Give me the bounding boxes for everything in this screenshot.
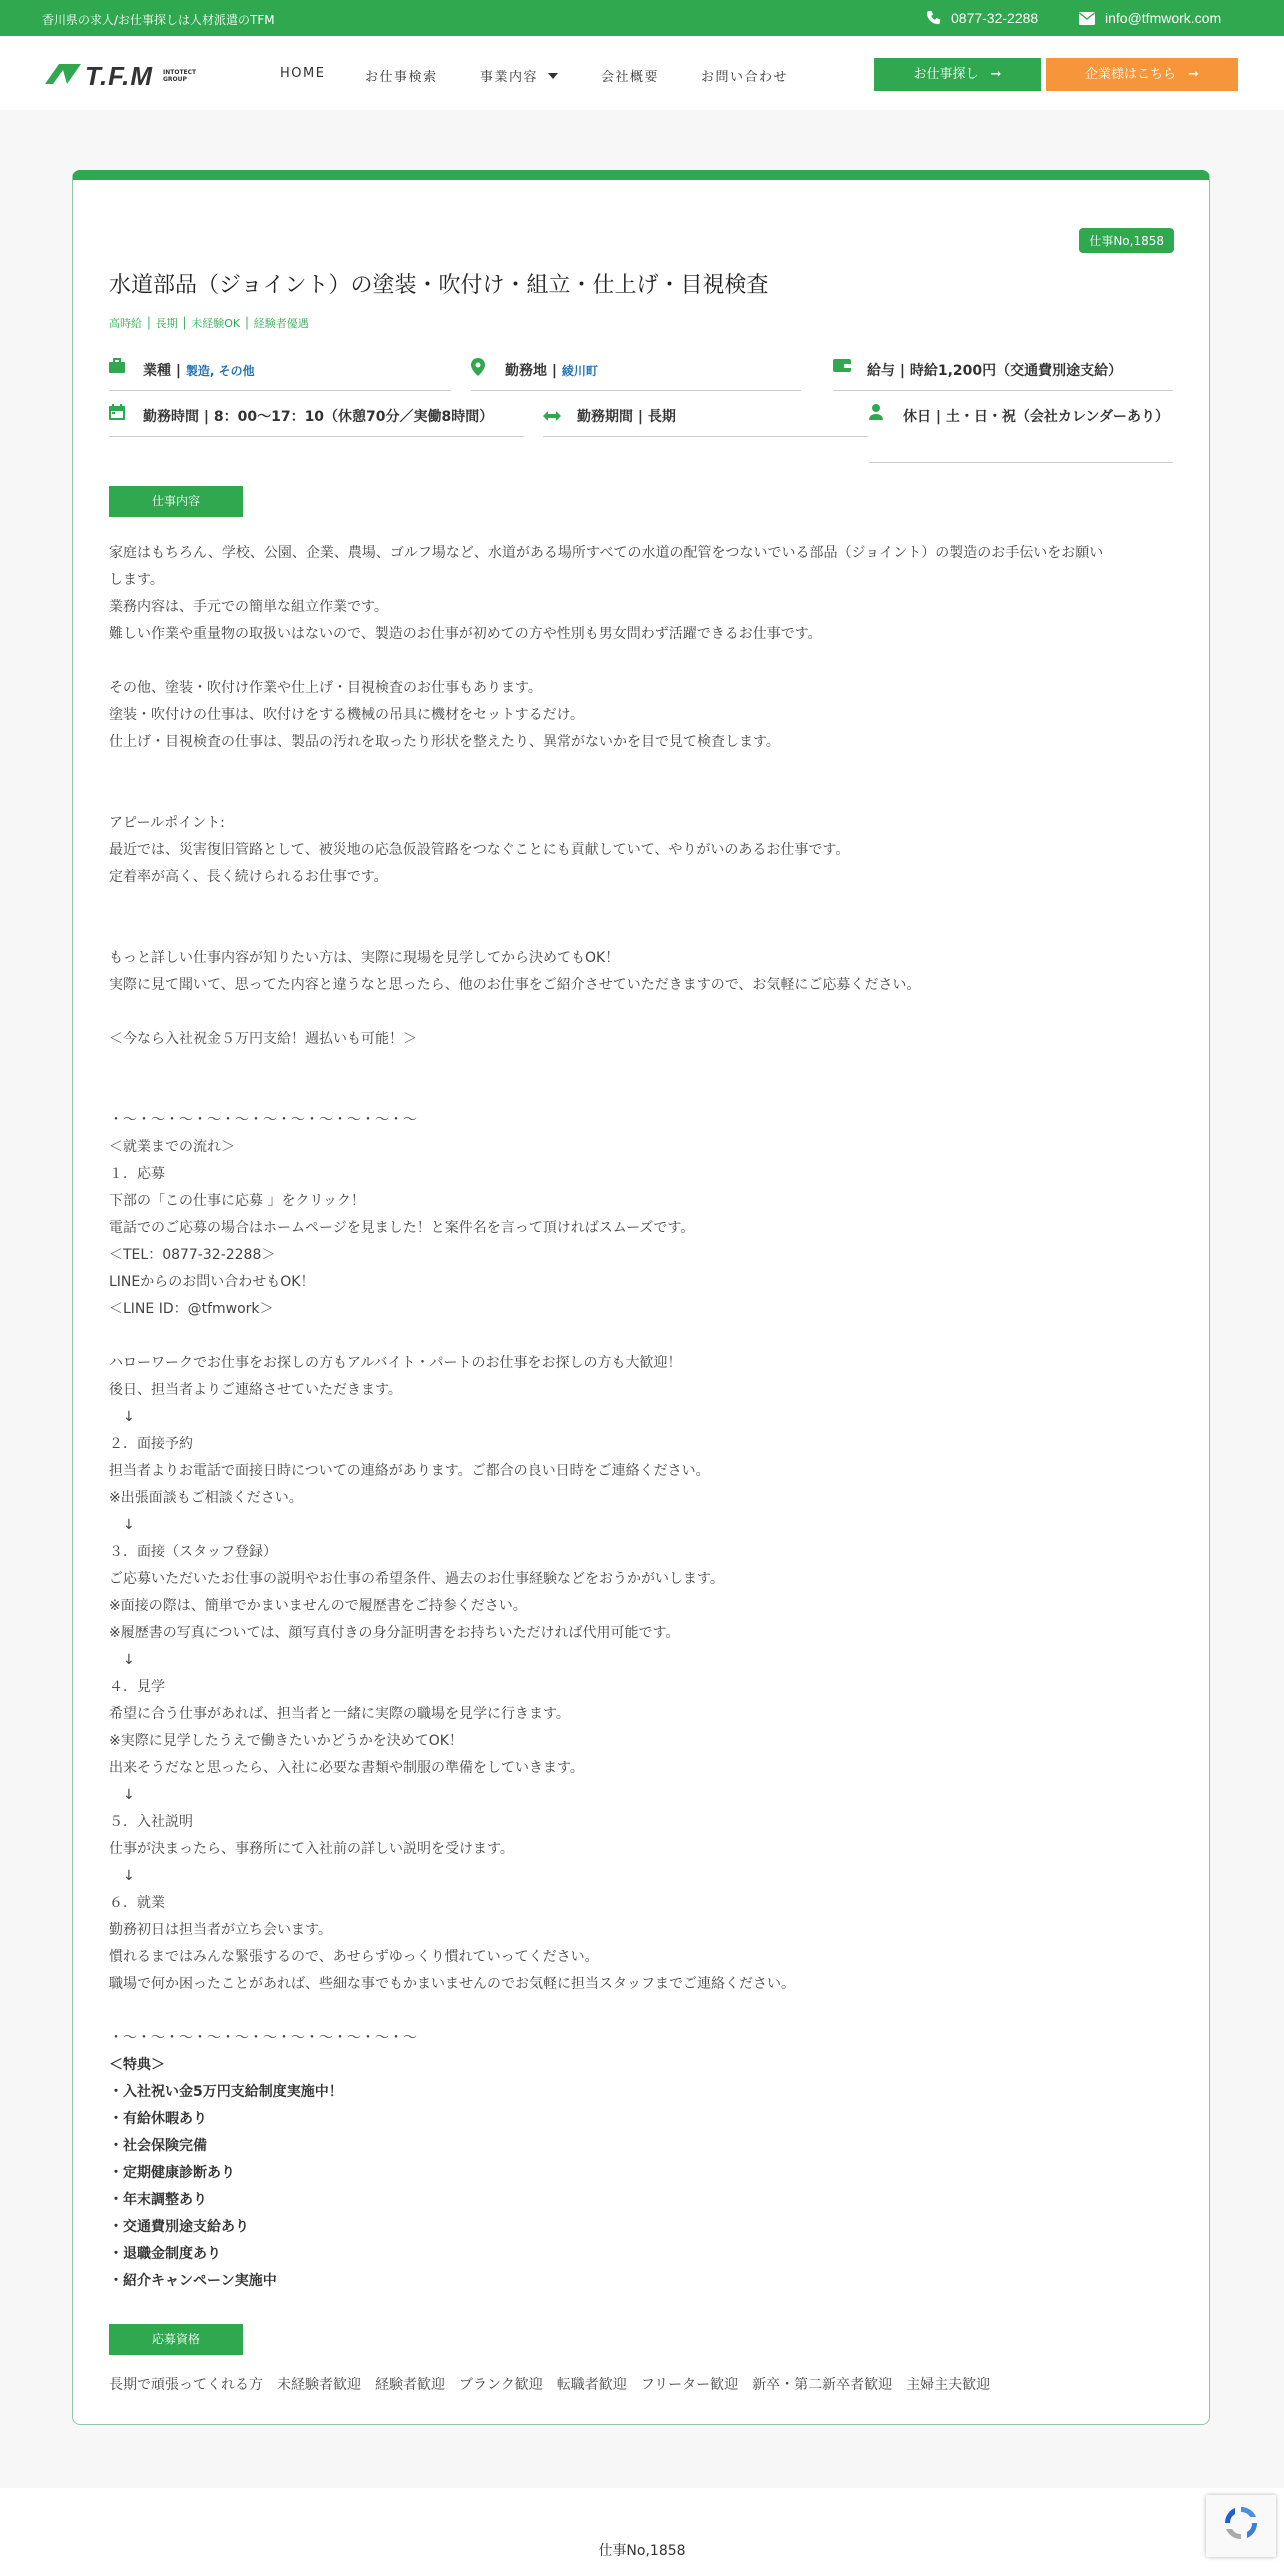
job-search-button-label: お仕事探し xyxy=(913,67,979,82)
description-line: ５．入社説明 xyxy=(109,1814,193,1830)
footer xyxy=(0,2488,1284,2568)
arrow-right-icon: ➞ xyxy=(1188,67,1199,82)
description-line xyxy=(109,648,1179,675)
footer-job-number: 仕事No,1858 xyxy=(598,2543,686,2559)
description-line: 業務内容は、手元での簡単な組立作業です。 xyxy=(109,599,388,615)
description-line: 職場で何か困ったことがあれば、些細な事でもかまいませんのでお気軽に担当スタッフまでご連絡ください。 xyxy=(109,1976,795,1992)
recaptcha-icon xyxy=(1221,2503,1261,2543)
benefit-line: ・定期健康診断あり xyxy=(109,2165,235,2181)
calendar-icon xyxy=(109,404,125,420)
email-address: info@tfmwork.com xyxy=(1105,10,1222,26)
phone-number: 0877-32-2288 xyxy=(951,10,1039,26)
description-line: アピールポイント: xyxy=(109,815,225,831)
user-icon xyxy=(869,404,883,420)
info-industry xyxy=(109,358,451,391)
wallet-icon xyxy=(833,358,851,373)
site-header xyxy=(0,36,1284,110)
nav-job-search[interactable]: お仕事検索 xyxy=(365,70,438,85)
description-line: ※出張面談もご相談ください。 xyxy=(109,1490,303,1506)
job-number-badge: 仕事No,1858 xyxy=(1079,228,1174,253)
description-line: ↓ xyxy=(109,1652,135,1668)
description-line: ↓ xyxy=(109,1517,135,1533)
nav-contact[interactable]: お問い合わせ xyxy=(701,70,789,85)
section-job-content: 仕事内容 xyxy=(109,486,243,517)
description-line: ↓ xyxy=(109,1409,135,1425)
requirement-item: 主婦主夫歓迎 xyxy=(906,2377,991,2393)
description-line: 希望に合う仕事があれば、担当者と一緒に実際の職場を見学に行きます。 xyxy=(109,1706,570,1722)
requirement-item: 転職者歓迎 xyxy=(556,2377,627,2393)
description-line: 塗装・吹付けの仕事は、吹付けをする機械の吊具に機材をセットするだけ。 xyxy=(109,707,585,723)
info-location xyxy=(471,358,801,391)
description-line xyxy=(109,1998,1179,2025)
info-holiday xyxy=(869,404,1173,463)
chevron-down-icon xyxy=(548,73,558,79)
description-line: ３．面接（スタッフ登録） xyxy=(109,1544,277,1560)
requirement-item: 長期で頑張ってくれる方 xyxy=(109,2377,263,2393)
description-line xyxy=(109,1053,1179,1080)
description-line xyxy=(109,1080,1179,1107)
nav-company[interactable]: 会社概要 xyxy=(601,70,660,85)
arrow-right-icon: ➞ xyxy=(990,67,1002,82)
description-line: ・～・～・～・～・～・～・～・～・～・～・～ xyxy=(109,2030,417,2046)
description-line: ４．見学 xyxy=(109,1679,165,1695)
email-contact[interactable] xyxy=(1079,10,1221,26)
location-value[interactable]: 綾川町 xyxy=(561,364,598,378)
map-marker-icon xyxy=(471,358,485,376)
requirement-item: 経験者歓迎 xyxy=(375,2377,445,2393)
company-button-label: 企業様はこちら xyxy=(1085,67,1177,82)
location-label: 勤務地 | xyxy=(505,363,562,379)
description-line: 仕事が決まったら、事務所にて入社前の詳しい説明を受けます。 xyxy=(109,1841,514,1857)
job-title: 水道部品（ジョイント）の塗装・吹付け・組立・仕上げ・目視検査 xyxy=(109,273,769,298)
salary-text: 給与 | 時給1,200円（交通費別途支給） xyxy=(867,363,1123,379)
description-line: 下部の「この仕事に応募 」をクリック！ xyxy=(109,1193,365,1209)
company-button[interactable] xyxy=(1046,58,1238,91)
description-line: LINEからのお問い合わせもOK！ xyxy=(109,1274,315,1290)
logo-text: T.F.M xyxy=(85,61,154,91)
description-line: 仕上げ・目視検査の仕事は、製品の汚れを取ったり形状を整えたり、異常がないかを目で見て検査します。 xyxy=(109,734,780,750)
description-line: 実際に見て聞いて、思ってた内容と違うなと思ったら、他のお仕事をご紹介させていただきますので、お気軽にご応募ください。 xyxy=(109,977,921,993)
requirement-item: 未経験者歓迎 xyxy=(277,2377,361,2393)
top-bar xyxy=(0,0,1284,36)
tagline: 香川県の求人/お仕事探しは人材派遣のTFM xyxy=(42,13,275,27)
description-line: 後日、担当者よりご連絡させていただきます。 xyxy=(109,1382,402,1398)
requirement-item: 新卒・第二新卒者歓迎 xyxy=(752,2377,893,2393)
description-line: ・～・～・～・～・～・～・～・～・～・～・～ xyxy=(109,1112,417,1128)
phone-icon xyxy=(926,10,941,25)
description-line: ↓ xyxy=(109,1787,135,1803)
logo-subtext: INTOTECT GROUP xyxy=(163,69,197,83)
description-line: ＜TEL：0877-32-2288＞ xyxy=(109,1247,276,1263)
hours-text: 勤務時間 | 8：00～17：10（休憩70分／実働8時間） xyxy=(143,409,494,425)
holiday-text: 休日 | 土・日・祝（会社カレンダーあり） xyxy=(903,409,1169,425)
description-line: 出来そうだなと思ったら、入社に必要な書類や制服の準備をしていきます。 xyxy=(109,1760,584,1776)
description-line: ６．就業 xyxy=(109,1895,165,1911)
description-line: ご応募いただいたお仕事の説明やお仕事の希望条件、過去のお仕事経験などをおうかがいします。 xyxy=(109,1571,724,1587)
description-line: 慣れるまではみんな緊張するので、あせらずゆっくり慣れていってください。 xyxy=(109,1949,599,1965)
benefit-line: ＜特典＞ xyxy=(109,2057,165,2073)
description-line: ※面接の際は、簡単でかまいませんので履歴書をご持参ください。 xyxy=(109,1598,527,1614)
description-line xyxy=(109,918,1179,945)
description-line xyxy=(109,756,1179,783)
description-line: ＜就業までの流れ＞ xyxy=(109,1139,235,1155)
description-line: １．応募 xyxy=(109,1166,165,1182)
requirement-item: フリーター歓迎 xyxy=(640,2377,739,2393)
benefit-line: ・有給休暇あり xyxy=(109,2111,207,2127)
description-line: その他、塗装・吹付け作業や仕上げ・目視検査のお仕事もあります。 xyxy=(109,680,542,696)
job-tags: 高時給 │ 長期 │ 未経験OK │ 経験者優遇 xyxy=(109,317,309,330)
description-line: 担当者よりお電話で面接日時についての連絡があります。ご都合の良い日時をご連絡ください。 xyxy=(109,1463,710,1479)
description-line: もっと詳しい仕事内容が知りたい方は、実際に現場を見学してから決めてもOK！ xyxy=(109,950,620,966)
job-description xyxy=(109,540,1179,2295)
description-line: ※実際に見学したうえで働きたいかどうかを決めてOK！ xyxy=(109,1733,463,1749)
description-line: ↓ xyxy=(109,1868,135,1884)
briefcase-icon xyxy=(109,358,125,374)
info-hours xyxy=(109,404,524,437)
logo-mark-icon xyxy=(45,64,81,84)
benefit-line: ・入社祝い金5万円支給制度実施中！ xyxy=(109,2084,343,2100)
description-line xyxy=(109,1323,1179,1350)
description-line: 難しい作業や重量物の取扱いはないので、製造のお仕事が初めての方や性別も男女問わず活躍できるお仕事です。 xyxy=(109,626,822,642)
envelope-icon xyxy=(1079,12,1095,25)
description-line: ＜今なら入社祝金５万円支給！週払いも可能！＞ xyxy=(109,1031,417,1047)
arrows-horizontal-icon xyxy=(543,409,561,423)
industry-value[interactable]: 製造, その他 xyxy=(185,364,255,378)
description-line: ハローワークでお仕事をお探しの方もアルバイト・パートのお仕事をお探しの方も大歓迎！ xyxy=(109,1355,682,1371)
requirements-list xyxy=(109,2374,1004,2394)
benefit-line: ・社会保険完備 xyxy=(109,2138,207,2154)
requirement-item: ブランク歓迎 xyxy=(459,2377,543,2393)
nav-services-label: 事業内容 xyxy=(480,70,539,85)
description-line: 最近では、災害復旧管路として、被災地の応急仮設管路をつなぐことにも貢献していて、やりがいのあるお仕事です。 xyxy=(109,842,850,858)
benefit-line: ・交通費別途支給あり xyxy=(109,2219,249,2235)
section-requirements: 応募資格 xyxy=(109,2324,243,2355)
description-line xyxy=(109,891,1179,918)
nav-home[interactable]: HOME xyxy=(280,66,326,81)
info-period xyxy=(543,404,868,437)
description-line: ２．面接予約 xyxy=(109,1436,193,1452)
description-line xyxy=(109,999,1179,1026)
job-search-button[interactable] xyxy=(874,58,1041,91)
description-line: ※履歴書の写真については、顔写真付きの身分証明書をお持ちいただければ代用可能です。 xyxy=(109,1625,680,1641)
industry-label: 業種 | xyxy=(143,363,186,379)
description-line: 勤務初日は担当者が立ち会います。 xyxy=(109,1922,332,1938)
description-line: 電話でのご応募の場合はホームページを見ました！と案件名を言って頂ければスムーズです。 xyxy=(109,1220,695,1236)
phone-contact[interactable] xyxy=(926,10,1038,26)
period-text: 勤務期間 | 長期 xyxy=(577,409,676,425)
benefit-line: ・紹介キャンペーン実施中 xyxy=(109,2273,277,2289)
benefit-line: ・退職金制度あり xyxy=(109,2246,221,2262)
nav-services[interactable] xyxy=(480,66,558,85)
benefit-line: ・年末調整あり xyxy=(109,2192,207,2208)
description-line xyxy=(109,783,1179,810)
description-line: ＜LINE ID：@tfmwork＞ xyxy=(109,1301,274,1317)
description-line: 家庭はもちろん、学校、公園、企業、農場、ゴルフ場など、水道がある場所すべての水道の配管をつないでいる部品（ジョイント）の製造のお手伝いをお願い xyxy=(109,545,1104,561)
info-salary xyxy=(833,358,1173,391)
description-line: します。 xyxy=(109,572,164,588)
recaptcha-badge[interactable] xyxy=(1206,2495,1276,2557)
job-card xyxy=(72,170,1210,2425)
description-line: 定着率が高く、長く続けられるお仕事です。 xyxy=(109,869,388,885)
